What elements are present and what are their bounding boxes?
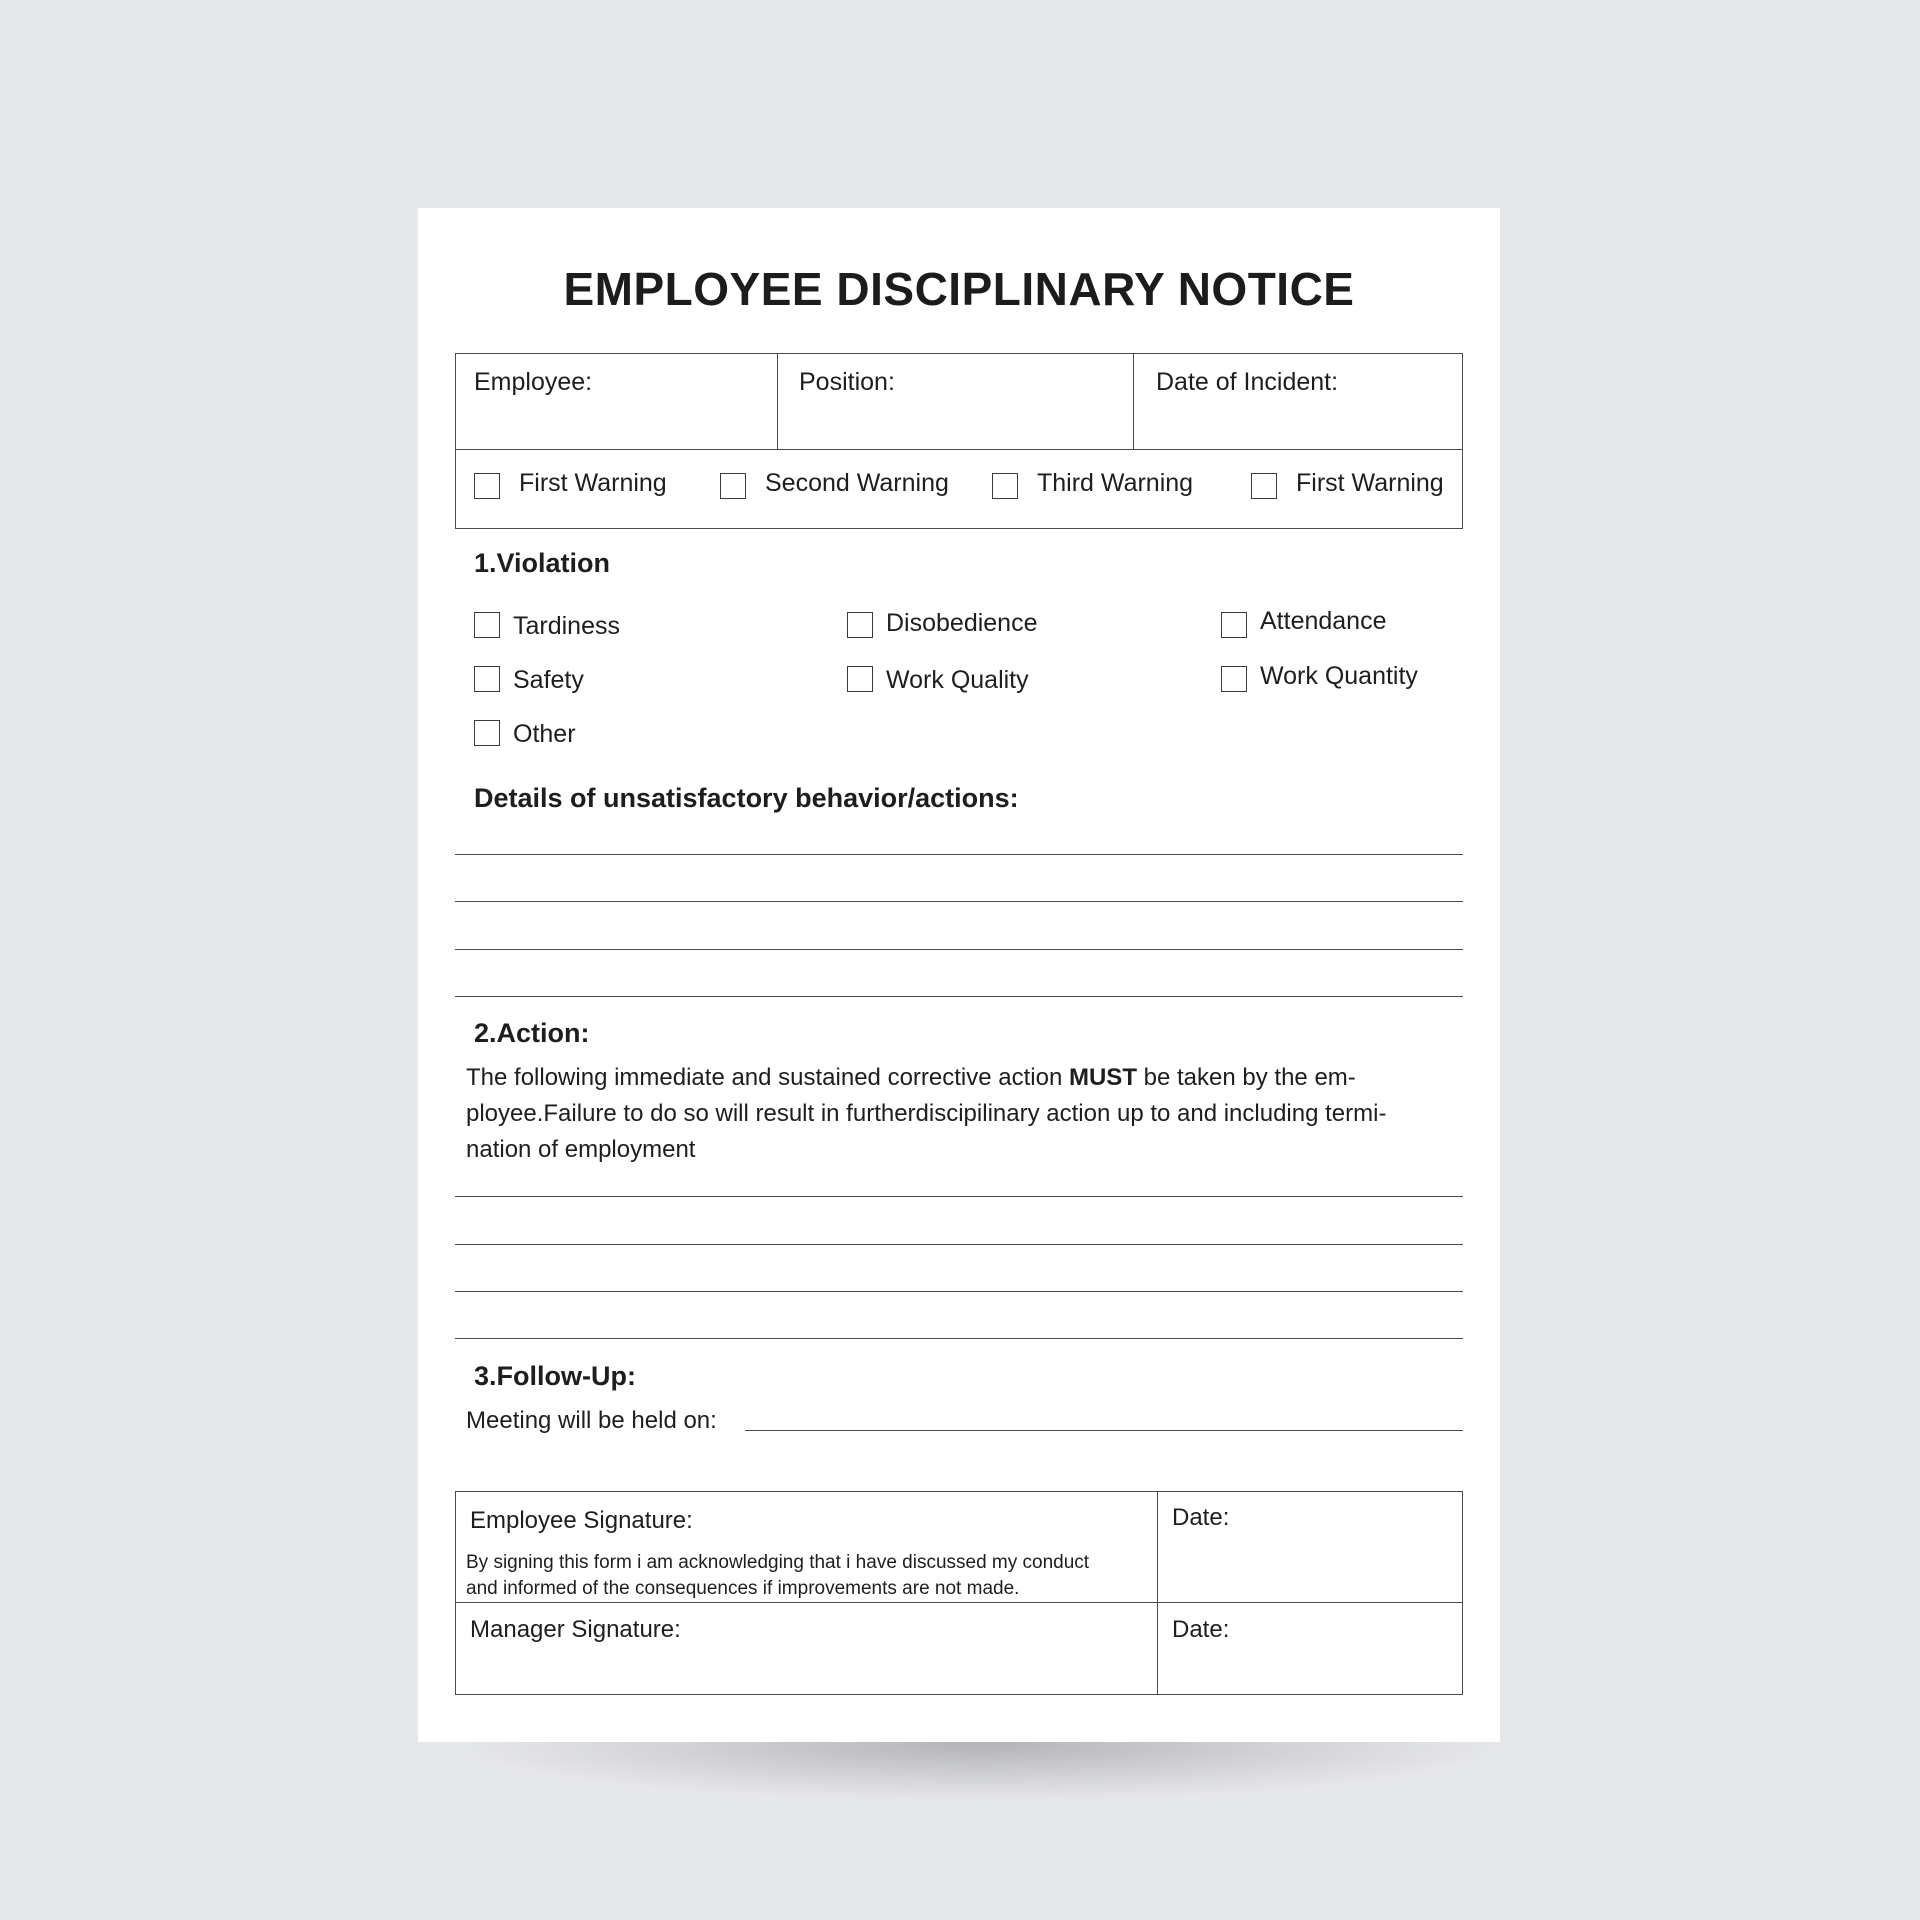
date-of-incident-field[interactable] [1135,354,1462,448]
employee-signature-note [466,1550,1089,1602]
date-of-incident-label: Date of Incident: [1156,368,1339,396]
action-line-3[interactable] [455,1291,1463,1292]
employee-date-field[interactable] [1159,1492,1462,1601]
third-warning-label: Third Warning [1037,469,1194,497]
final-warning-label: First Warning [1296,469,1444,497]
action-text-line3: nation of employment [466,1136,696,1163]
second-warning-label: Second Warning [765,469,949,497]
employee-label: Employee: [474,368,593,396]
disobedience-checkbox[interactable] [847,612,873,638]
attendance-checkbox[interactable] [1221,612,1247,638]
second-warning-checkbox[interactable] [720,473,746,499]
work-quality-checkbox[interactable] [847,666,873,692]
header-col-divider-1 [777,353,778,449]
employee-signature-field[interactable] [456,1492,1156,1601]
action-text-must: MUST [1068,1064,1137,1091]
first-warning-label: First Warning [519,469,667,497]
action-text-line1-post: be taken by the em- [1136,1064,1356,1091]
header-col-divider-2 [1133,353,1134,449]
work-quantity-label: Work Quantity [1260,662,1418,690]
position-field[interactable] [779,354,1132,448]
tardiness-label: Tardiness [513,612,620,640]
action-text-line1-pre: The following immediate and sustained corrective action [466,1064,1069,1091]
action-text [466,1060,1466,1168]
followup-heading: 3.Follow-Up: [474,1361,636,1391]
work-quality-label: Work Quality [886,666,1029,694]
form-sheet [418,208,1500,1742]
employee-signature-note-line1: By signing this form i am acknowledging that i have discussed my conduct [466,1552,1090,1573]
employee-signature-note-line2: and informed of the consequences if improvements are not made. [466,1578,1020,1599]
other-checkbox[interactable] [474,720,500,746]
safety-checkbox[interactable] [474,666,500,692]
action-line-4[interactable] [455,1338,1463,1339]
work-quantity-checkbox[interactable] [1221,666,1247,692]
signature-col-divider [1157,1491,1158,1695]
manager-date-label: Date: [1172,1616,1230,1643]
details-line-1[interactable] [455,854,1463,855]
details-heading: Details of unsatisfactory behavior/actions: [474,783,1019,813]
third-warning-checkbox[interactable] [992,473,1018,499]
meeting-date-line[interactable] [745,1430,1463,1431]
header-divider [455,449,1463,450]
first-warning-checkbox[interactable] [474,473,500,499]
details-line-4[interactable] [455,996,1463,997]
form-title: EMPLOYEE DISCIPLINARY NOTICE [563,263,1355,315]
attendance-label: Attendance [1260,607,1387,635]
meeting-label: Meeting will be held on: [466,1407,717,1434]
details-line-3[interactable] [455,949,1463,950]
action-line-1[interactable] [455,1196,1463,1197]
action-heading: 2.Action: [474,1018,590,1048]
final-warning-checkbox[interactable] [1251,473,1277,499]
signature-divider [455,1602,1463,1603]
manager-date-field[interactable] [1159,1604,1462,1694]
manager-signature-field[interactable] [456,1604,1156,1694]
disobedience-label: Disobedience [886,609,1038,637]
other-label: Other [513,720,576,748]
details-line-2[interactable] [455,901,1463,902]
manager-signature-label: Manager Signature: [470,1616,681,1643]
tardiness-checkbox[interactable] [474,612,500,638]
employee-field[interactable] [456,354,776,448]
employee-date-label: Date: [1172,1504,1230,1531]
violation-heading: 1.Violation [474,548,611,578]
position-label: Position: [799,368,895,396]
action-text-line2: ployee.Failure to do so will result in furtherdiscipilinary action up to and including termi- [466,1100,1387,1127]
employee-signature-label: Employee Signature: [470,1507,693,1534]
safety-label: Safety [513,666,584,694]
action-line-2[interactable] [455,1244,1463,1245]
